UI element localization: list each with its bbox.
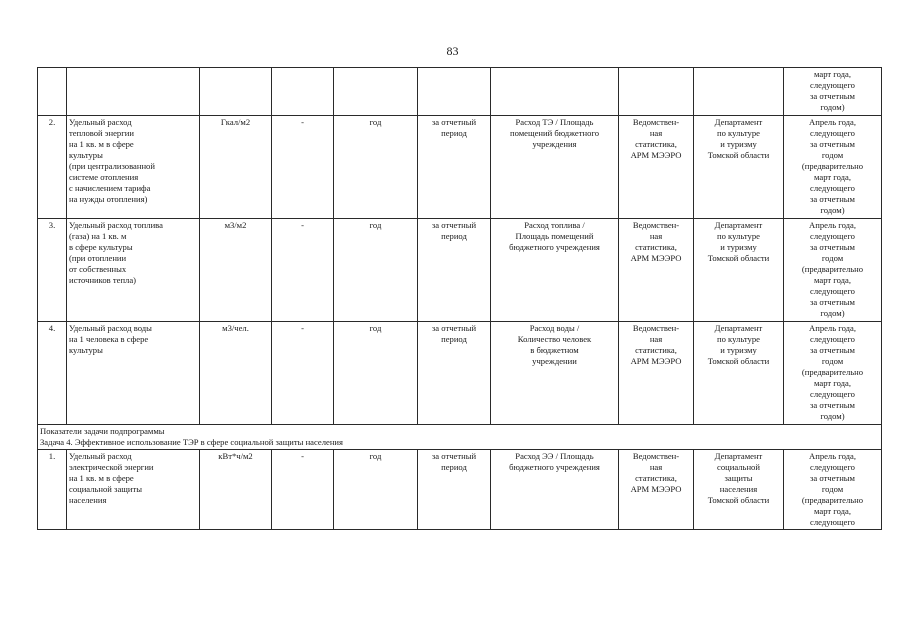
- indicator-name: Удельный расход воды на 1 человека в сфере культуры: [67, 322, 200, 425]
- time-basis: за отчетный период: [418, 450, 491, 530]
- deadline: Апрель года, следующего за отчетным годом (предварительно март года, следующего за отчетным годом): [784, 116, 882, 219]
- table-body: [38, 68, 882, 530]
- deadline: Апрель года, следующего за отчетным годом (предварительно март года, следующего за отчетным годом): [784, 219, 882, 322]
- indicators-table: [37, 67, 882, 530]
- data-source: [619, 68, 694, 116]
- unit: кВт*ч/м2: [200, 450, 272, 530]
- periodicity: год: [334, 219, 418, 322]
- deadline: Апрель года, следующего за отчетным годом (предварительно март года, следующего за отчетным годом): [784, 322, 882, 425]
- dash-cell: -: [272, 322, 334, 425]
- data-source: Ведомствен- ная статистика, АРМ МЭЭРО: [619, 219, 694, 322]
- dash-cell: -: [272, 116, 334, 219]
- unit: м3/м2: [200, 219, 272, 322]
- time-basis: [418, 68, 491, 116]
- responsible: Департамент по культуре и туризму Томской области: [694, 322, 784, 425]
- formula: Расход ЭЭ / Площадь бюджетного учреждения: [491, 450, 619, 530]
- row-number: 4.: [38, 322, 67, 425]
- responsible: Департамент социальной защиты населения Томской области: [694, 450, 784, 530]
- formula: Расход воды / Количество человек в бюджетном учреждении: [491, 322, 619, 425]
- formula: [491, 68, 619, 116]
- row-number: 1.: [38, 450, 67, 530]
- row-number: 3.: [38, 219, 67, 322]
- table-row: [38, 450, 882, 530]
- unit: м3/чел.: [200, 322, 272, 425]
- periodicity: [334, 68, 418, 116]
- periodicity: год: [334, 322, 418, 425]
- time-basis: за отчетный период: [418, 116, 491, 219]
- row-number: 2.: [38, 116, 67, 219]
- section-header-row: [38, 425, 882, 450]
- indicator-name: [67, 68, 200, 116]
- page-number: 83: [446, 44, 459, 58]
- table-row: [38, 322, 882, 425]
- indicator-name: Удельный расход тепловой энергии на 1 кв. м в сфере культуры (при централизованной системе отопления с начислением тарифа на нужды отопления): [67, 116, 200, 219]
- section-title: Показатели задачи подпрограммы: [40, 426, 165, 436]
- task-title: Задача 4. Эффективное использование ТЭР в сфере социальной защиты населения: [40, 437, 343, 447]
- indicator-name: Удельный расход электрической энергии на 1 кв. м в сфере социальной защиты населения: [67, 450, 200, 530]
- responsible: Департамент по культуре и туризму Томской области: [694, 116, 784, 219]
- periodicity: год: [334, 116, 418, 219]
- time-basis: за отчетный период: [418, 219, 491, 322]
- row-number: [38, 68, 67, 116]
- unit: Гкал/м2: [200, 116, 272, 219]
- dash-cell: -: [272, 450, 334, 530]
- deadline: Апрель года, следующего за отчетным годом (предварительно март года, следующего: [784, 450, 882, 530]
- data-source: Ведомствен- ная статистика, АРМ МЭЭРО: [619, 116, 694, 219]
- table-row: [38, 68, 882, 116]
- formula: Расход топлива / Площадь помещений бюджетного учреждения: [491, 219, 619, 322]
- indicator-name: Удельный расход топлива (газа) на 1 кв. м в сфере культуры (при отоплении от собственных источников тепла): [67, 219, 200, 322]
- unit: [200, 68, 272, 116]
- dash-cell: -: [272, 219, 334, 322]
- data-source: Ведомствен- ная статистика, АРМ МЭЭРО: [619, 450, 694, 530]
- table-row: [38, 116, 882, 219]
- time-basis: за отчетный период: [418, 322, 491, 425]
- deadline: март года, следующего за отчетным годом): [784, 68, 882, 116]
- responsible: Департамент по культуре и туризму Томской области: [694, 219, 784, 322]
- table-row: [38, 219, 882, 322]
- data-source: Ведомствен- ная статистика, АРМ МЭЭРО: [619, 322, 694, 425]
- periodicity: год: [334, 450, 418, 530]
- formula: Расход ТЭ / Площадь помещений бюджетного учреждения: [491, 116, 619, 219]
- dash-cell: [272, 68, 334, 116]
- responsible: [694, 68, 784, 116]
- section-header: [38, 425, 882, 450]
